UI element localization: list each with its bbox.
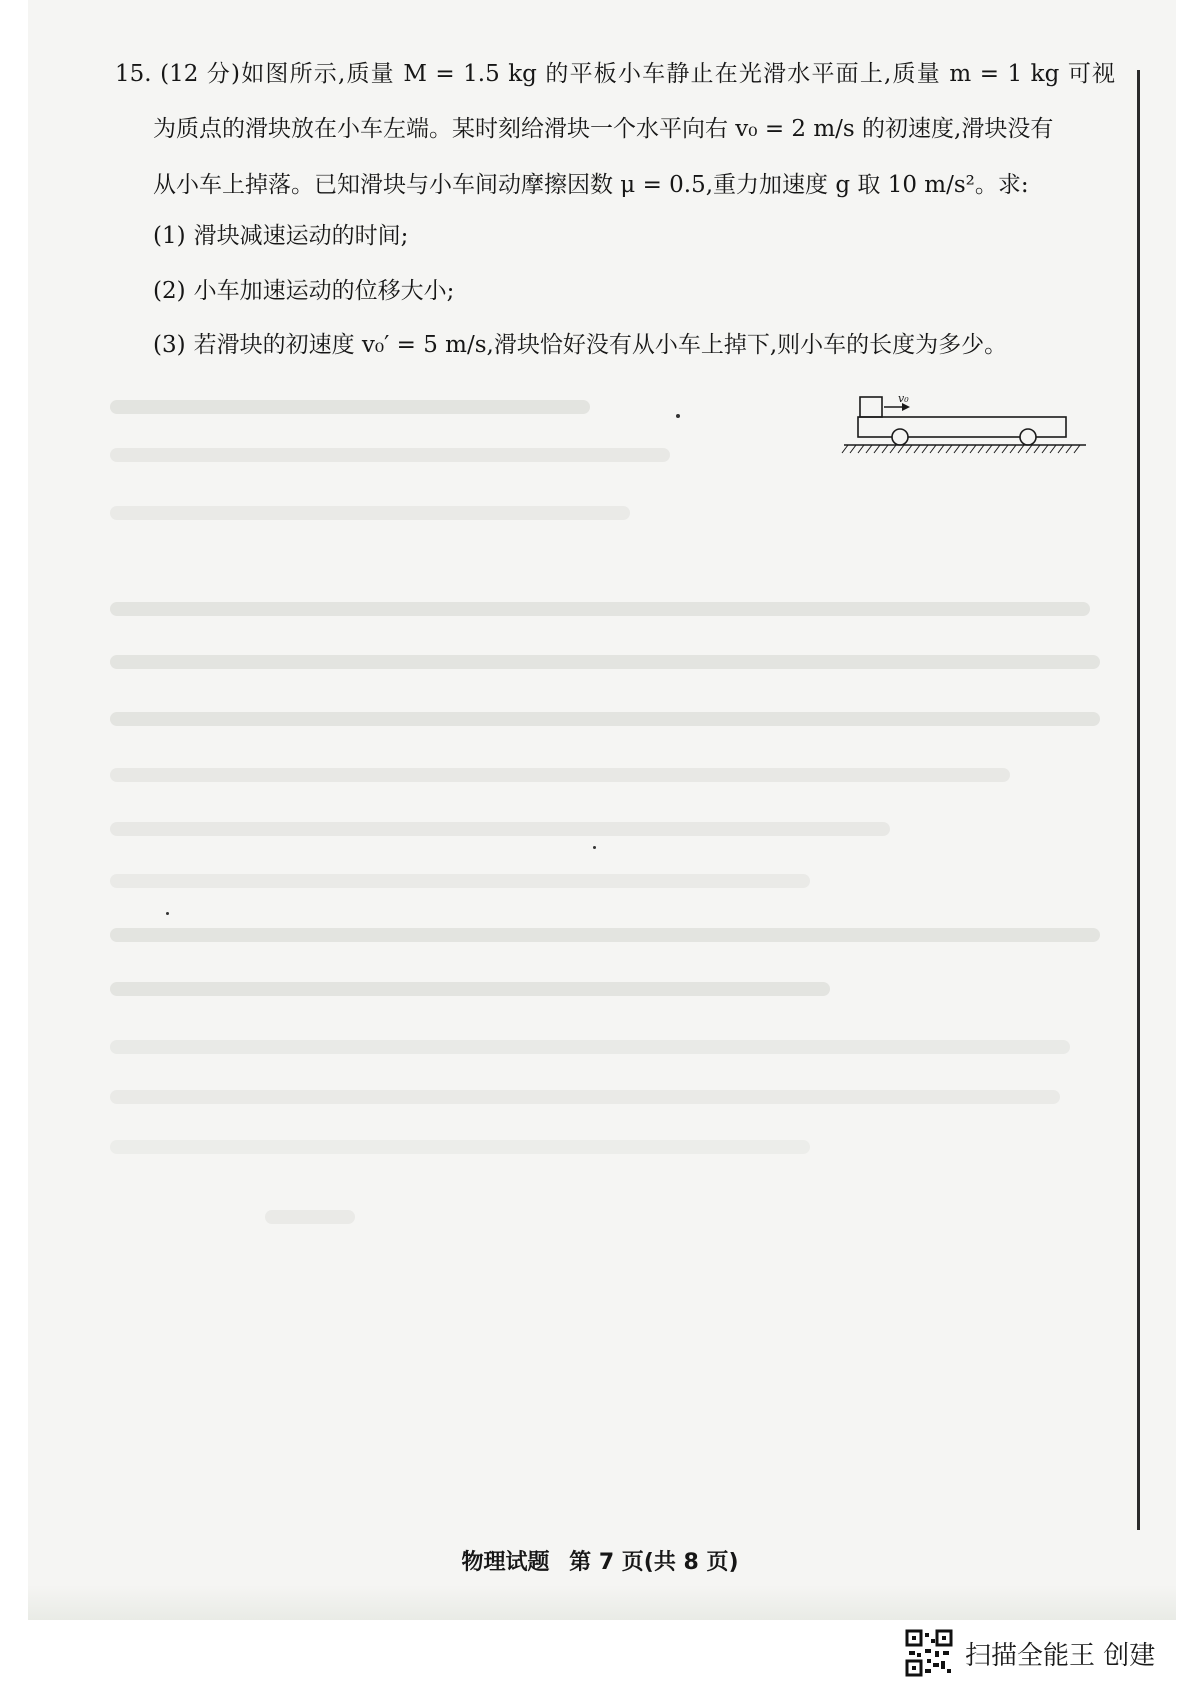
cart-diagram [840, 395, 1090, 475]
page-footer [0, 1545, 1200, 1576]
scanner-label: 扫描全能王 创建 [965, 1640, 1156, 1671]
sub-question-1 [153, 220, 408, 252]
scan-speck [166, 912, 169, 915]
bleed-through-line [110, 655, 1100, 669]
bleed-through-line [110, 874, 810, 888]
bleed-through-line [110, 448, 670, 462]
footer-page-number: 第 7 页(共 8 页) [569, 1550, 739, 1575]
margin-rule [1137, 70, 1140, 1530]
scan-speck [676, 414, 680, 418]
sub-question-2-number: (2) [153, 278, 186, 304]
bleed-through-line [110, 768, 1010, 782]
sub-question-3-number: (3) [153, 332, 186, 358]
scanner-watermark [905, 1628, 1155, 1678]
ground-hatching [842, 445, 1080, 453]
sub-question-1-number: (1) [153, 223, 186, 249]
question-line-3: 从小车上掉落。已知滑块与小车间动摩擦因数 μ = 0.5,重力加速度 g 取 10 m/s²。求: [153, 172, 1029, 198]
bleed-through-line [110, 400, 590, 414]
bleed-through-line [110, 928, 1100, 942]
bleed-through-line [110, 982, 830, 996]
bleed-through-line [110, 712, 1100, 726]
page-bottom-edge [28, 1585, 1176, 1620]
question-number: 15. [115, 61, 152, 87]
bleed-through-line [110, 506, 630, 520]
sub-question-2-text: 小车加速运动的位移大小; [193, 278, 455, 304]
bleed-through-line [265, 1210, 355, 1224]
cart-wheel-right [1020, 429, 1036, 445]
sub-question-3-text: 若滑块的初速度 v₀′ = 5 m/s,滑块恰好没有从小车上掉下,则小车的长度为多少。 [193, 332, 1008, 358]
question-line-2: 为质点的滑块放在小车左端。某时刻给滑块一个水平向右 v₀ = 2 m/s 的初速度,滑块没有 [153, 116, 1054, 142]
bleed-through-line [110, 1090, 1060, 1104]
bleed-through-line [110, 1040, 1070, 1054]
sub-question-2 [153, 275, 454, 307]
qr-code-icon [905, 1629, 953, 1677]
bleed-through-line [110, 1140, 810, 1154]
footer-subject: 物理试题 [461, 1550, 550, 1575]
slider-block [860, 397, 882, 417]
question-points: (12 分) [160, 61, 240, 87]
cart-wheel-left [892, 429, 908, 445]
velocity-label: v₀ [898, 395, 909, 405]
bleed-through-line [110, 822, 890, 836]
bleed-through-line [110, 602, 1090, 616]
question-text-1: 如图所示,质量 M = 1.5 kg 的平板小车静止在光滑水平面上,质量 m = 1 kg 可视 [240, 61, 1116, 87]
sub-question-1-text: 滑块减速运动的时间; [193, 223, 409, 249]
question-line-1 [115, 58, 1115, 90]
scan-speck [593, 846, 596, 849]
sub-question-3 [153, 329, 1007, 361]
